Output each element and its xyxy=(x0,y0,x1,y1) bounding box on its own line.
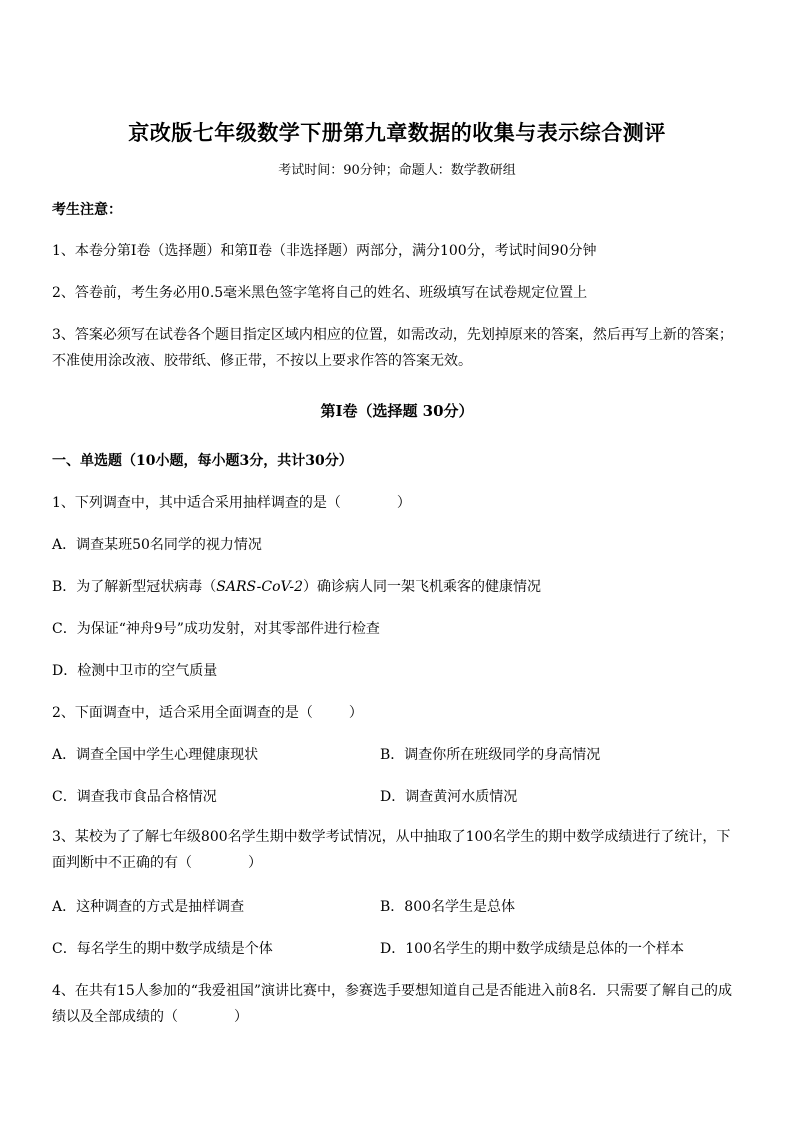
section-heading: 一、单选题（10小题，每小题3分，共计30分） xyxy=(52,453,353,469)
option-b-text-after: ）确诊病人同一架飞机乘客的健康情况 xyxy=(302,579,541,595)
question-4-stem xyxy=(52,978,742,1030)
question-3-text: 3、某校为了了解七年级800名学生期中数学考试情况，从中抽取了100名学生的期中数学成绩进行了统计，下面判断中不正确的有（ xyxy=(52,829,731,871)
question-2-option-c: C．调查我市食品合格情况 xyxy=(52,789,217,805)
paren-close: ） xyxy=(248,855,262,871)
question-1-option-d: D．检测中卫市的空气质量 xyxy=(52,663,218,679)
question-3-option-d: D．100名学生的期中数学成绩是总体的一个样本 xyxy=(380,941,684,957)
question-1-text: 1、下列调查中，其中适合采用抽样调查的是（ xyxy=(52,495,341,511)
virus-name: SARS-CoV-2 xyxy=(216,579,303,595)
question-1-option-c: C．为保证“神舟9号”成功发射，对其零部件进行检查 xyxy=(52,621,380,637)
question-1-option-a: A．调查某班50名同学的视力情况 xyxy=(52,537,262,553)
question-2-option-a: A．调查全国中学生心理健康现状 xyxy=(52,747,259,763)
question-2-options-ab xyxy=(52,744,742,766)
question-3-option-b: B．800名学生是总体 xyxy=(380,899,516,915)
part-title: 第Ⅰ卷（选择题 30分） xyxy=(320,402,474,420)
paren-close: ） xyxy=(396,495,411,511)
question-3-stem xyxy=(52,824,742,876)
notice-heading: 考生注意： xyxy=(52,202,122,218)
question-3-option-a: A．这种调查的方式是抽样调查 xyxy=(52,899,245,915)
question-2-option-d: D．调查黄河水质情况 xyxy=(380,789,518,805)
paren-close: ） xyxy=(348,705,363,721)
question-2-options-cd xyxy=(52,786,742,808)
exam-info: 考试时间：90分钟；命题人：数学教研组 xyxy=(278,163,516,178)
question-2-text: 2、下面调查中，适合采用全面调查的是（ xyxy=(52,705,313,721)
question-3-options-ab xyxy=(52,896,742,918)
paren-close: ） xyxy=(234,1009,248,1025)
notice-item-2: 2、答卷前，考生务必用0.5毫米黑色签字笔将自己的姓名、班级填写在试卷规定位置上 xyxy=(52,285,588,301)
option-b-text-before: B．为了解新型冠状病毒（ xyxy=(52,579,217,595)
question-3-option-c: C．每名学生的期中数学成绩是个体 xyxy=(52,941,273,957)
page-title: 京改版七年级数学下册第九章数据的收集与表示综合测评 xyxy=(128,120,666,145)
question-2-option-b: B．调查你所在班级同学的身高情况 xyxy=(380,747,601,763)
question-1-stem xyxy=(52,492,742,514)
notice-item-1: 1、本卷分第Ⅰ卷（选择题）和第Ⅱ卷（非选择题）两部分，满分100分，考试时间90分钟 xyxy=(52,243,597,259)
question-4-text: 4、在共有15人参加的“我爱祖国”演讲比赛中，参赛选手要想知道自己是否能进入前8名．只需要了解自己的成绩以及全部成绩的（ xyxy=(52,983,732,1025)
notice-item-3: 3、答案必须写在试卷各个题目指定区域内相应的位置，如需改动，先划掉原来的答案，然后再写上新的答案；不准使用涂改液、胶带纸、修正带，不按以上要求作答的答案无效。 xyxy=(52,327,733,369)
question-2-stem xyxy=(52,702,742,724)
question-1-option-b xyxy=(52,576,742,598)
question-3-options-cd xyxy=(52,938,742,960)
